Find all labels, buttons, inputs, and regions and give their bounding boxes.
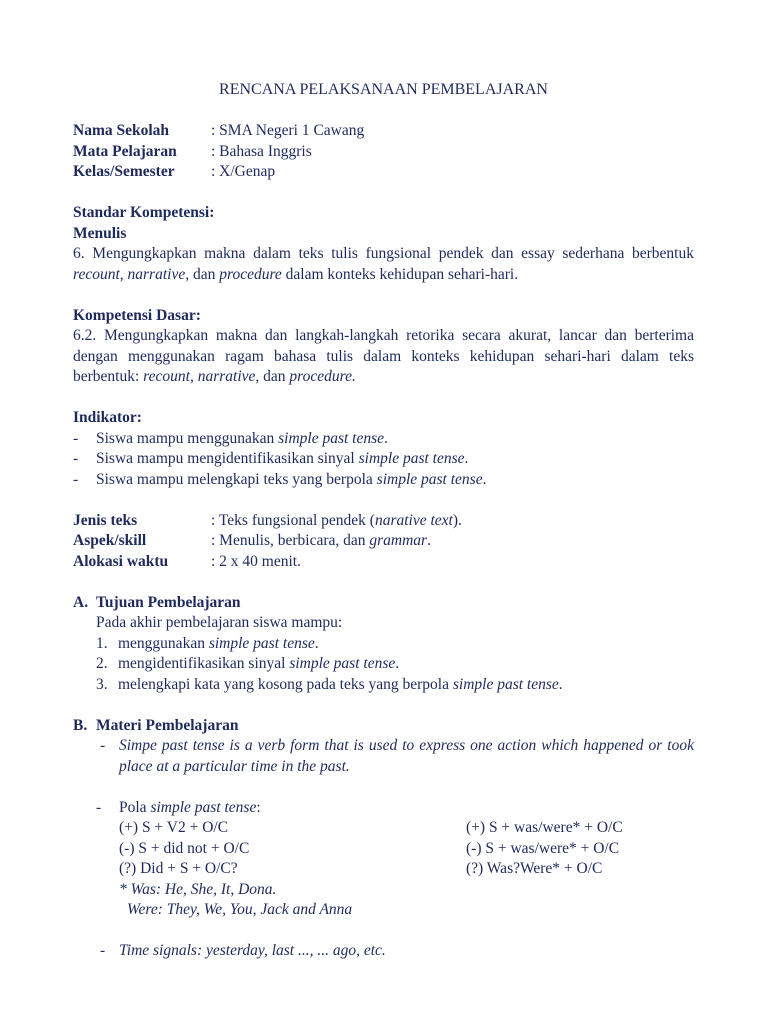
standard-skill: Menulis [73, 224, 127, 242]
text-regular: mengidentifikasikan sinyal [118, 655, 290, 672]
text-regular: Siswa mampu menggunakan [96, 429, 279, 447]
text-italic: simple past tense [208, 634, 315, 652]
text-italic: recount, narrative, [143, 368, 260, 385]
info-row-class [73, 162, 694, 183]
pattern-note [73, 900, 694, 921]
text-regular: Pola [119, 798, 151, 816]
list-number: 3. [96, 675, 108, 693]
section-title: Tujuan Pembelajaran [96, 593, 241, 611]
text-regular: dan [189, 265, 220, 283]
indicators-heading: Indikator: [73, 409, 142, 426]
verbal-formula: (-) S + did not + O/C [119, 839, 250, 857]
text-regular: dalam konteks kehidupan sehari-hari. [281, 265, 519, 283]
text-regular: menggunakan [118, 634, 209, 652]
objective-text [118, 675, 563, 696]
section-marker: B. [73, 716, 88, 734]
pattern-row [73, 839, 694, 860]
text-regular: dan [259, 368, 290, 385]
definition-line [73, 757, 694, 778]
text-regular: : Menulis, berbicara, dan [211, 532, 370, 549]
indicator-item [73, 429, 694, 450]
nominal-formula: (+) S + was/were* + O/C [466, 819, 623, 836]
objective-item [73, 634, 694, 655]
nominal-formula: (-) S + was/were* + O/C [466, 839, 620, 857]
list-number: 2. [96, 655, 108, 672]
nominal-formula: (?) Was?Were* + O/C [466, 860, 603, 877]
time-signals-text: Time signals: yesterday, last ..., ... ago, etc. [119, 942, 386, 959]
detail-row-text-type [73, 511, 694, 532]
text-regular: . [482, 470, 487, 488]
text-italic: simple past tense [150, 798, 257, 816]
indicator-text [96, 470, 486, 491]
bullet-dash: - [73, 470, 79, 488]
text-italic: procedure. [289, 368, 356, 385]
info-value: : X/Genap [211, 163, 276, 180]
section-title: Materi Pembelajaran [96, 716, 239, 734]
text-regular: . [395, 655, 400, 672]
text-italic: simple past tense [278, 429, 385, 447]
pattern-heading [73, 798, 694, 819]
section-marker: A. [73, 593, 89, 611]
definition-text: place at a particular time in the past. [119, 757, 350, 775]
pattern-row [73, 818, 694, 839]
detail-row-time [73, 552, 694, 573]
standard-text-line [73, 265, 694, 286]
text-italic: procedure [219, 265, 282, 283]
text-italic: * Was: He, She, It, Dona. [119, 880, 277, 898]
page-title: RENCANA PELAKSANAAN PEMBELAJARAN [219, 81, 548, 98]
text-regular: Siswa mampu mengidentifikasikan sinyal [96, 450, 359, 467]
detail-label: Alokasi waktu [73, 552, 169, 570]
definition-text: Simpe past tense is a verb form that is used to express one action which happened or took [119, 737, 694, 754]
basic-heading: Kompetensi Dasar: [73, 306, 201, 324]
text-regular: . [558, 675, 563, 693]
text-regular: berbentuk: [73, 368, 144, 385]
info-label: Nama Sekolah [73, 122, 170, 139]
verbal-formula: (+) S + V2 + O/C [119, 819, 229, 836]
text-regular: : Teks fungsional pendek ( [211, 511, 375, 529]
detail-value: : 2 x 40 menit. [211, 552, 301, 570]
text-italic: grammar [369, 532, 428, 549]
standard-heading: Standar Kompetensi: [73, 204, 215, 221]
text-regular: ). [452, 511, 462, 529]
info-label: Kelas/Semester [73, 163, 175, 180]
detail-label: Jenis teks [73, 511, 138, 529]
time-signals-line [73, 941, 694, 962]
bullet-dash: - [73, 450, 79, 467]
text-regular: . [464, 450, 469, 467]
bullet-dash: - [100, 942, 106, 959]
text-italic: simple past tense [376, 470, 483, 488]
objective-item [73, 654, 694, 675]
indicator-text [96, 449, 468, 470]
lesson-plan-document [73, 80, 694, 962]
text-italic: recount, narrative, [73, 265, 190, 283]
text-regular: . [384, 429, 388, 447]
text-italic: simple past tense [289, 655, 396, 672]
info-label: Mata Pelajaran [73, 142, 177, 160]
info-row-school [73, 121, 694, 142]
text-italic: simple past tense [452, 675, 559, 693]
text-regular: Siswa mampu melengkapi teks yang berpola [96, 470, 377, 488]
text-regular: . [314, 634, 319, 652]
objectives-intro [73, 613, 694, 634]
detail-label: Aspek/skill [73, 532, 147, 549]
objective-text [118, 654, 399, 675]
text-italic: simple past tense [358, 450, 465, 467]
objectives-heading [73, 593, 694, 614]
basic-text-line [73, 367, 694, 388]
objective-item [73, 675, 694, 696]
info-value: : Bahasa Inggris [211, 142, 312, 160]
indicator-item [73, 449, 694, 470]
text-italic: Were: They, We, You, Jack and Anna [127, 901, 353, 918]
text-italic: narative text [374, 511, 453, 529]
indicator-text [96, 429, 388, 450]
pattern-row [73, 859, 694, 880]
bullet-dash: - [73, 429, 79, 447]
text-regular: . [427, 532, 431, 549]
basic-text-line: dengan menggunakan ragam bahasa tulis dalam konteks kehidupan sehari-hari dalam teks [73, 347, 694, 365]
pattern-note [73, 880, 694, 901]
detail-value [211, 531, 431, 552]
basic-text-line: 6.2. Mengungkapkan makna dan langkah-langkah retorika secara akurat, lancar dan berterima [73, 327, 694, 344]
indicator-item [73, 470, 694, 491]
text-regular: Pada akhir pembelajaran siswa mampu: [96, 614, 343, 631]
materials-heading [73, 716, 694, 737]
pattern-label [119, 798, 261, 819]
text-regular: melengkapi kata yang kosong pada teks yang berpola [118, 675, 453, 693]
definition-line [73, 736, 694, 757]
list-number: 1. [96, 634, 108, 652]
objective-text [118, 634, 319, 655]
bullet-dash: - [96, 798, 102, 816]
detail-row-skill [73, 531, 694, 552]
info-value: : SMA Negeri 1 Cawang [211, 122, 365, 139]
standard-text-line: 6. Mengungkapkan makna dalam teks tulis fungsional pendek dan essay sederhana berbentuk [73, 245, 694, 262]
info-row-subject [73, 142, 694, 163]
detail-value [211, 511, 462, 532]
text-regular: : [256, 798, 261, 816]
bullet-dash: - [100, 737, 106, 754]
verbal-formula: (?) Did + S + O/C? [119, 860, 238, 877]
